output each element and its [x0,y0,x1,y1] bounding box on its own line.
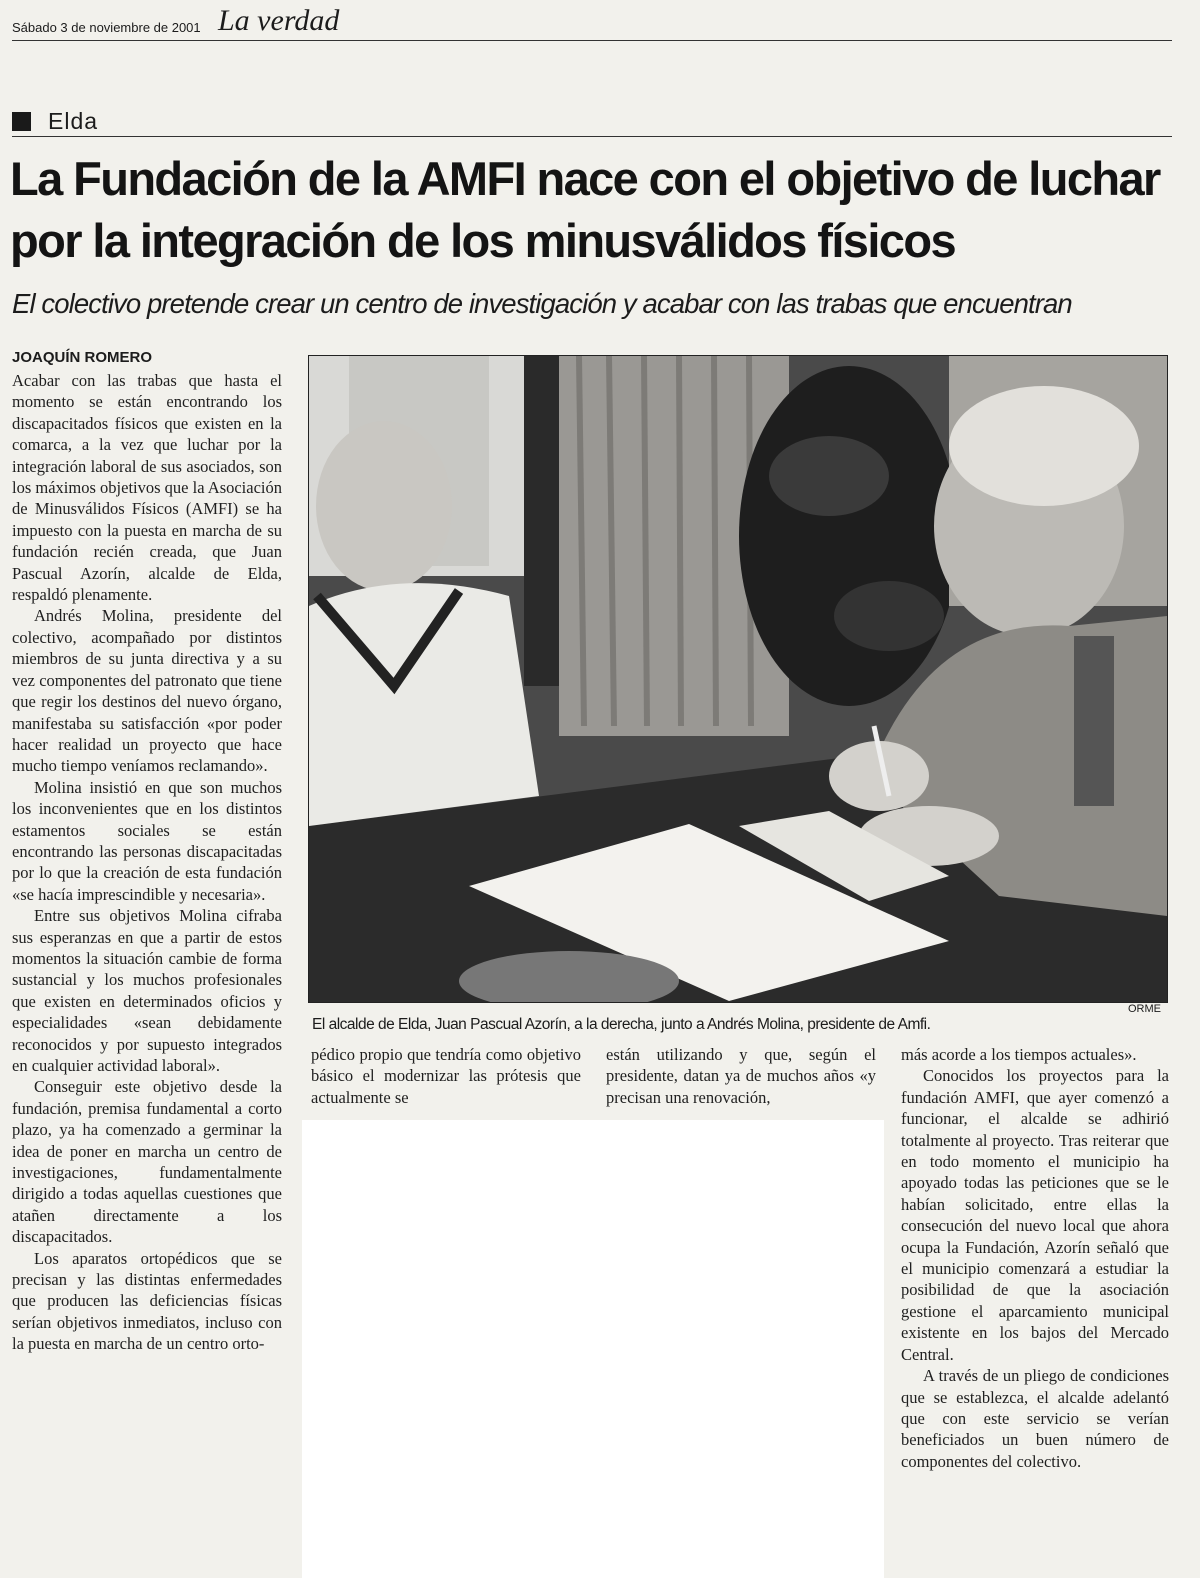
page-header [12,2,1172,41]
paragraph: Conocidos los proyectos para la fundación AMFI, que ayer comenzó a funcionar, el alcalde se adhirió totalmente al proyecto. Tras reiterar que en todo momento el municipio ha apoyado todas las peticiones que se le habían solicitado, entre ellas la consecución del nuevo local que ahora ocupa la Fundación, Azorín señaló que el municipio comenzará a estudiar la posibilidad de que la asociación gestione el aparcamiento municipal existente en los bajos del Mercado Central. [901,1066,1169,1364]
subtitle: El colectivo pretende crear un centro de investigación y acabar con las trabas que encuentran [12,288,1072,319]
paragraph: A través de un pliego de condiciones que se establezca, el alcalde adelantó que con este servicio se verían beneficiados un buen número de componentes del colectivo. [901,1366,1169,1471]
blank-area [302,1120,884,1578]
section-label: Elda [48,108,99,134]
issue-date: Sábado 3 de noviembre de 2001 [12,20,201,35]
newspaper-name: La verdad [218,4,340,37]
paragraph: están utilizando y que, según el presidente, datan ya de muchos años «y precisan una renovación, [606,1045,876,1107]
photo-illustration [309,356,1167,1002]
byline: JOAQUÍN ROMERO [12,349,153,366]
body-column-3 [606,1044,876,1108]
paragraph: Andrés Molina, presidente del colectivo, acompañado por distintos miembros de su junta directiva y a su vez componentes del patronato que tiene que regir los destinos del nuevo órgano, manifestaba su satisfacción «por poder hacer realidad un proyecto que hace mucho tiempo veníamos reclamando». [12,606,282,776]
paragraph: Molina insistió en que son muchos los inconvenientes que en los distintos estamentos sociales se están encontrando las personas discapacitadas por lo que la creación de esta fundación «se hacía imprescindible y necesaria». [12,777,282,904]
body-column-2 [311,1044,581,1108]
photo-credit: ORME [1128,1003,1161,1015]
paragraph: pédico propio que tendría como objetivo básico el modernizar las prótesis que actualmente se [311,1045,581,1107]
photo-caption: El alcalde de Elda, Juan Pascual Azorín, a la derecha, junto a Andrés Molina, presidente de Amfi. [312,1016,931,1033]
paragraph: más acorde a los tiempos actuales». [901,1045,1137,1064]
section-header [12,106,1172,137]
paragraph: Conseguir este objetivo desde la fundación, premisa fundamental a corto plazo, ya ha comenzado a germinar la idea de poner en marcha un centro de investigaciones, fundamentalmente dirigido a todas aquellas cuestiones que atañen directamente a los discapacitados. [12,1077,282,1247]
paragraph: Acabar con las trabas que hasta el momento se están encontrando los discapacitados físicos que existen en la comarca, a la vez que luchar por la integración laboral de sus asociados, son los máximos objetivos que la Asociación de Minusválidos Físicos (AMFI) se ha impuesto con la puesta en marcha de su fundación recién creada, que Juan Pascual Azorín, alcalde de Elda, respaldó plenamente. [12,371,282,605]
paragraph: Los aparatos ortopédicos que se precisan y las distintas enfermedades que producen las deficiencias físicas serían objetivos inmediatos, incluso con la puesta en marcha de un centro orto- [12,1248,282,1354]
body-column-1 [12,370,282,1355]
body-column-4 [901,1044,1169,1472]
headline: La Fundación de la AMFI nace con el objetivo de luchar por la integración de los minusválidos físicos [10,152,1160,267]
section-square-icon [12,112,31,131]
paragraph: Entre sus objetivos Molina cifraba sus esperanzas en que a partir de estos momentos la situación cambie de forma sustancial y los muchos profesionales que existen en determinados oficios y especialidades «sean debidamente reconocidos y por supuesto integrados en cualquier actividad laboral». [12,906,282,1075]
news-photo [308,355,1168,1003]
